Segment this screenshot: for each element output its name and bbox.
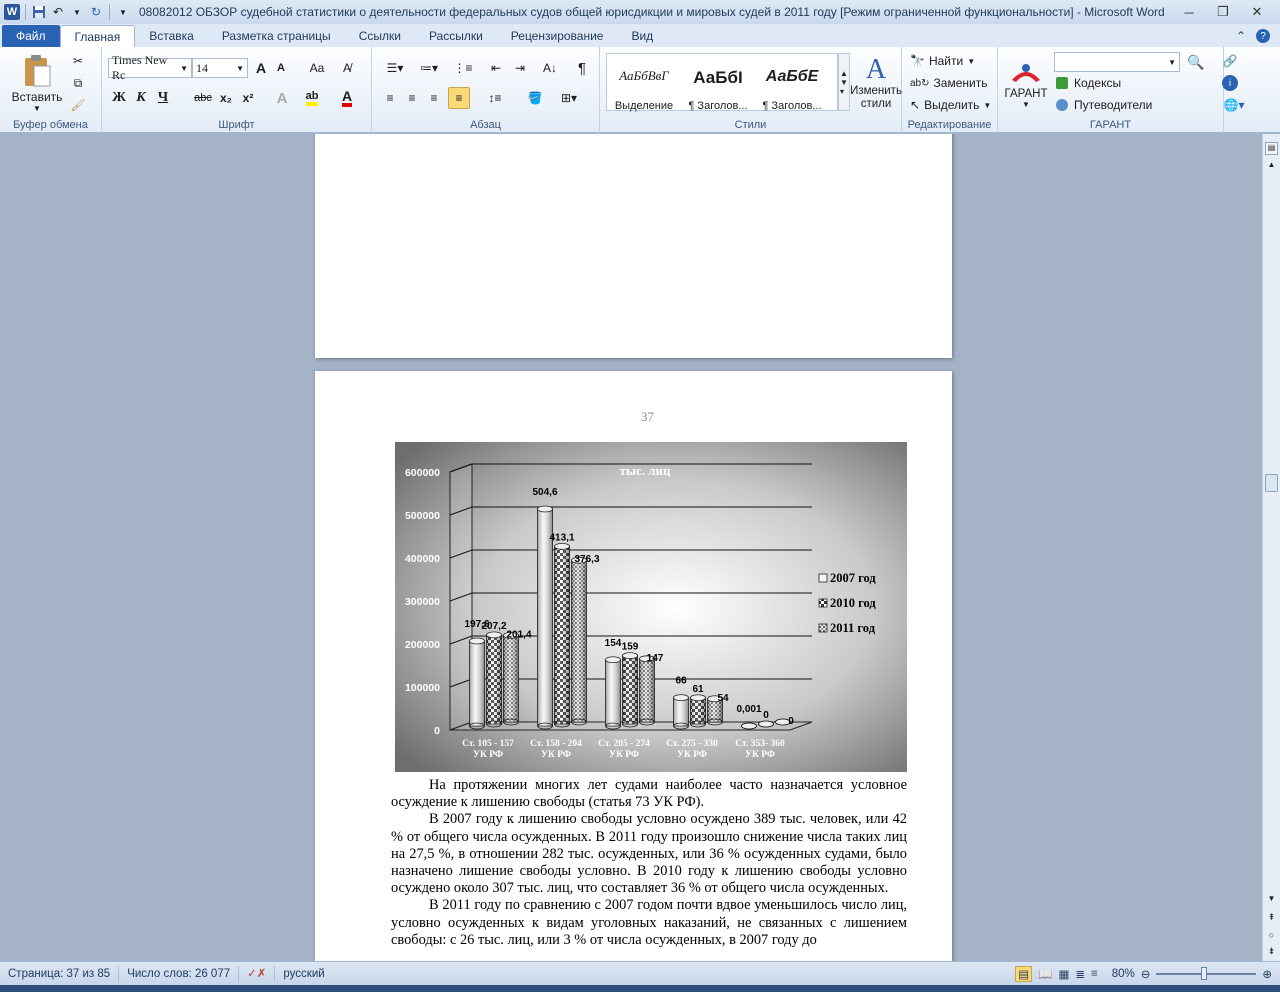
chevron-down-icon: ▼ xyxy=(1022,99,1030,109)
tab-mailings[interactable]: Рассылки xyxy=(428,29,483,43)
text-effects-icon[interactable]: A xyxy=(276,89,288,107)
change-styles-icon: A xyxy=(865,54,887,85)
y-tick-label: 300000 xyxy=(404,596,440,608)
data-label: 54 xyxy=(717,692,729,704)
line-spacing-icon[interactable]: ↕≡ xyxy=(488,91,502,105)
garant-logo-icon xyxy=(1010,60,1042,88)
strikethrough-button[interactable]: abc xyxy=(194,92,212,104)
word-app-icon[interactable]: W xyxy=(4,4,20,20)
y-tick-label: 0 xyxy=(434,725,440,737)
font-color-icon[interactable]: A xyxy=(336,89,358,107)
bold-button[interactable]: Ж xyxy=(112,90,126,105)
x-tick-label: Ст. 205 - 274 xyxy=(598,739,650,749)
find-label: Найти xyxy=(928,54,964,68)
chart-bar-shading xyxy=(623,656,638,724)
undo-icon[interactable]: ↶ xyxy=(52,5,64,19)
scroll-thumb[interactable] xyxy=(1265,474,1278,492)
show-formatting-icon[interactable]: ¶ xyxy=(577,59,587,77)
guides-icon xyxy=(1056,99,1068,111)
data-label: 207,2 xyxy=(481,620,507,632)
change-styles-button[interactable] xyxy=(850,51,902,115)
draft-icon[interactable]: ≡ xyxy=(1090,967,1098,980)
info-icon[interactable]: i xyxy=(1222,75,1238,91)
tab-references[interactable]: Ссылки xyxy=(358,29,401,43)
ruler-toggle-icon[interactable]: ▤ xyxy=(1265,142,1278,155)
outline-icon[interactable]: ≣ xyxy=(1075,968,1085,981)
chart-bar-top xyxy=(487,632,502,638)
quick-access-toolbar xyxy=(0,4,131,20)
style-name: ¶ Заголов... xyxy=(688,100,748,112)
chart-bar-shading xyxy=(674,698,689,726)
group-label: Буфер обмена xyxy=(13,119,88,131)
tab-home[interactable]: Главная xyxy=(60,25,136,47)
zoom-slider[interactable] xyxy=(1156,973,1256,975)
data-label: 376,3 xyxy=(574,554,600,566)
zoom-level[interactable]: 80% xyxy=(1111,967,1135,980)
data-label: 147 xyxy=(646,652,664,664)
os-taskbar xyxy=(0,985,1280,992)
underline-button[interactable]: Ч xyxy=(157,90,169,105)
ribbon-tabs xyxy=(0,24,1280,47)
minimize-button[interactable]: ─ xyxy=(1184,4,1194,20)
zoom-in-icon[interactable]: ⊕ xyxy=(1262,968,1272,981)
style-sample: АаБбЕ xyxy=(765,68,819,85)
chart-bar-shading xyxy=(555,546,570,724)
sort-icon[interactable]: A↓ xyxy=(542,61,557,75)
language-indicator[interactable]: русский xyxy=(283,967,325,980)
borders-icon[interactable]: ⊞▾ xyxy=(560,91,578,105)
paste-button[interactable] xyxy=(8,51,66,115)
zoom-out-icon[interactable]: ⊖ xyxy=(1140,968,1151,981)
style-name: ¶ Заголов... xyxy=(762,100,822,112)
legend-swatch xyxy=(819,599,827,607)
scroll-down-icon[interactable]: ▼ xyxy=(1267,894,1276,903)
chart-bar-top xyxy=(674,695,689,701)
highlight-icon[interactable]: ab xyxy=(300,89,324,107)
help-icon[interactable]: ? xyxy=(1256,29,1270,43)
divider xyxy=(109,4,110,20)
bullets-icon[interactable]: ☰▾ xyxy=(386,61,404,75)
chevron-down-icon: ▼ xyxy=(967,56,976,66)
group-paragraph xyxy=(372,47,600,133)
garant-button[interactable] xyxy=(1002,53,1050,115)
document-body[interactable] xyxy=(391,777,907,949)
group-editing xyxy=(902,47,998,133)
change-styles-label: Изменить стили xyxy=(850,85,902,110)
codes-label: Кодексы xyxy=(1074,76,1122,90)
x-tick-label: УК РФ xyxy=(744,750,776,760)
group-styles xyxy=(600,47,902,133)
legend-label: 2007 год xyxy=(830,571,876,585)
select-label: Выделить xyxy=(924,98,980,112)
y-tick-label: 600000 xyxy=(404,467,440,479)
chart-bar-shading xyxy=(504,635,519,722)
decrease-indent-icon[interactable]: ⇤ xyxy=(490,61,502,75)
group-garant xyxy=(998,47,1224,133)
y-tick-label: 200000 xyxy=(404,639,440,651)
browse-object-icon[interactable]: ○ xyxy=(1268,930,1275,940)
data-label: 0,001 xyxy=(736,703,762,715)
previous-page-icon[interactable]: ⇞ xyxy=(1267,912,1276,922)
tab-insert[interactable]: Вставка xyxy=(149,29,194,43)
status-bar xyxy=(0,961,1280,985)
font-size-value: 14 xyxy=(196,60,208,75)
bar-chart[interactable] xyxy=(395,442,907,772)
codes-icon xyxy=(1056,77,1068,89)
chart-bar-top xyxy=(623,653,638,659)
legend-label: 2011 год xyxy=(830,621,876,635)
align-center-icon[interactable]: ≡ xyxy=(408,91,416,105)
subscript-button[interactable]: x₂ xyxy=(219,91,232,105)
ribbon-collapse-icon[interactable]: ⌃ xyxy=(1235,29,1246,43)
chevron-down-icon: ▼ xyxy=(33,103,41,113)
chart-bar-top xyxy=(470,638,485,644)
maximize-button[interactable]: ❐ xyxy=(1217,4,1229,19)
data-label: 154 xyxy=(604,637,622,649)
x-tick-label: УК РФ xyxy=(608,750,640,760)
data-label: 0 xyxy=(763,710,769,721)
chart-bar-top xyxy=(555,543,570,549)
shrink-font-button[interactable]: A xyxy=(277,62,285,74)
align-left-icon[interactable]: ≡ xyxy=(386,91,394,105)
link-icon[interactable]: 🔗 xyxy=(1222,54,1238,68)
guides-label: Путеводители xyxy=(1074,98,1153,112)
chevron-down-icon: ▼ xyxy=(1168,57,1176,67)
paragraph: В 2007 году к лишению свободы условно осуждено 389 тыс. человек, или 42 % от общего числа осужденных. В 2011 году произошло снижение числа таких лиц на 27,5 %, в отношении 282 тыс. осужденных, или 36 % осужденных судами, было назначено лишение свободы условно. В 2010 году к лишению свободы условно осуждено около 307 тыс. лиц, что составляет 36 % от общего числа осужденных. xyxy=(391,811,907,897)
grow-font-button[interactable]: A xyxy=(255,60,267,76)
x-tick-label: Ст. 105 - 157 xyxy=(462,739,514,749)
clear-format-icon[interactable]: A̸ xyxy=(342,61,351,75)
spellcheck-icon[interactable]: ✓✗ xyxy=(239,966,275,982)
style-heading-2[interactable] xyxy=(757,60,827,116)
chevron-down-icon: ▼ xyxy=(236,63,244,73)
select-button[interactable] xyxy=(910,97,991,113)
garant-search-input[interactable] xyxy=(1054,52,1180,72)
italic-button[interactable]: К xyxy=(136,90,146,105)
replace-label: Заменить xyxy=(933,76,988,90)
chevron-down-icon: ▼ xyxy=(983,100,992,110)
word-count[interactable]: Число слов: 26 077 xyxy=(119,966,239,982)
group-label: Стили xyxy=(734,119,767,131)
x-tick-label: УК РФ xyxy=(472,750,504,760)
y-tick-label: 400000 xyxy=(404,553,440,565)
data-label: 66 xyxy=(675,675,687,687)
x-tick-label: Ст. 275 - 330 xyxy=(666,739,718,749)
web-layout-icon[interactable]: ▦ xyxy=(1058,968,1070,981)
group-label: Редактирование xyxy=(907,119,992,131)
find-button[interactable] xyxy=(910,53,975,69)
group-clipboard xyxy=(0,47,102,133)
multilevel-list-icon[interactable]: ⋮≡ xyxy=(453,61,473,75)
data-label: 61 xyxy=(692,683,704,695)
font-name-value: Times New Rc xyxy=(112,53,168,82)
group-label: Абзац xyxy=(470,119,501,131)
tab-page-layout[interactable]: Разметка страницы xyxy=(221,29,331,43)
paste-label: Вставить xyxy=(11,89,63,104)
legend-label: 2010 год xyxy=(830,596,876,610)
save-icon[interactable] xyxy=(31,4,47,20)
chart-bar-shading xyxy=(572,560,587,722)
cursor-icon: ↖ xyxy=(910,98,921,112)
style-emphasis[interactable] xyxy=(609,60,679,116)
legend-swatch xyxy=(819,574,827,582)
garant-label: ГАРАНТ xyxy=(1004,87,1048,100)
page-current[interactable] xyxy=(315,371,952,961)
chart-bar-top xyxy=(538,506,553,512)
binoculars-icon: 🔭 xyxy=(910,54,925,68)
style-sample: АаБбВвГ xyxy=(619,68,669,83)
x-tick-label: Ст. 353- 360 xyxy=(735,739,785,749)
style-name: Выделение xyxy=(614,100,674,112)
print-layout-icon[interactable]: ▤ xyxy=(1015,966,1032,982)
group-label: ГАРАНТ xyxy=(1089,119,1132,131)
chart-bar-shading xyxy=(487,635,502,724)
page-number: 37 xyxy=(641,409,654,424)
font-size-combo[interactable] xyxy=(192,58,248,78)
x-tick-label: УК РФ xyxy=(676,750,708,760)
globe-icon[interactable]: 🌐▾ xyxy=(1223,98,1245,112)
redo-icon[interactable]: ↻ xyxy=(90,5,102,19)
tab-review[interactable]: Рецензирование xyxy=(510,29,604,43)
paragraph: В 2011 году по сравнению с 2007 годом почти вдвое уменьшилось число лиц, условно осужденных к видам уголовных наказаний, не связанных с лишением свободы: с 26 тыс. лиц, или 3 % от числа осужденных, в 2007 году до xyxy=(391,897,907,948)
copy-icon[interactable]: ⧉ xyxy=(73,75,83,90)
tab-file[interactable]: Файл xyxy=(2,25,60,47)
replace-icon: ab↻ xyxy=(910,77,930,89)
chart-bar-shading xyxy=(470,641,485,726)
increase-indent-icon[interactable]: ⇥ xyxy=(514,61,526,75)
cut-icon[interactable]: ✂ xyxy=(72,54,84,68)
chart-bar-top xyxy=(606,657,621,663)
format-painter-icon[interactable]: 🖌 xyxy=(70,98,86,112)
justify-icon[interactable]: ≡ xyxy=(448,87,470,109)
group-label: Шрифт xyxy=(218,119,255,131)
zoom-slider-thumb[interactable] xyxy=(1201,967,1207,980)
close-button[interactable]: ✕ xyxy=(1251,4,1263,19)
data-label: 201,4 xyxy=(506,629,532,641)
y-tick-label: 500000 xyxy=(404,510,440,522)
group-font xyxy=(102,47,372,133)
window-title: 08082012 ОБЗОР судебной статистики о деятельности федеральных судов общей юрисдикции и мировых судей в 2011 году [Режим ограниченной функциональности] - Microsoft Word xyxy=(139,5,1165,19)
legend-swatch xyxy=(819,624,827,632)
styles-scroll[interactable]: ▲ ▼ ▾ xyxy=(838,53,850,111)
data-label: 0 xyxy=(788,716,794,727)
ribbon-home xyxy=(0,47,1280,133)
shading-icon[interactable]: 🪣 xyxy=(527,91,543,105)
document-workspace[interactable] xyxy=(0,134,1262,961)
superscript-button[interactable]: x² xyxy=(242,91,254,105)
data-label: 159 xyxy=(621,641,639,653)
full-screen-reading-icon[interactable]: 📖 xyxy=(1038,968,1053,981)
x-tick-label: УК РФ xyxy=(540,750,572,760)
page-previous[interactable] xyxy=(315,134,952,358)
chart-bar-top xyxy=(691,695,706,701)
y-tick-label: 100000 xyxy=(404,682,440,694)
guides-button[interactable] xyxy=(1056,97,1152,113)
paste-icon xyxy=(22,54,52,88)
codes-button[interactable] xyxy=(1056,75,1121,91)
next-page-icon[interactable]: ⇟ xyxy=(1267,946,1276,956)
x-tick-label: Ст. 158 - 204 xyxy=(530,739,582,749)
chart-bar-shading xyxy=(691,698,706,724)
numbering-icon[interactable]: ≔▾ xyxy=(419,61,439,75)
data-label: 504,6 xyxy=(532,487,558,499)
chart-bar-shading xyxy=(606,660,621,726)
scroll-up-icon[interactable]: ▲ xyxy=(1267,160,1276,169)
chevron-down-icon: ▼ xyxy=(180,63,188,73)
chevron-down-icon[interactable]: ▼ xyxy=(73,7,81,17)
style-heading-1[interactable] xyxy=(683,60,753,116)
divider xyxy=(25,4,26,20)
page-indicator[interactable]: Страница: 37 из 85 xyxy=(0,966,119,982)
customize-quick-access-icon[interactable]: ▼ xyxy=(119,7,127,17)
title-bar xyxy=(0,0,1280,24)
chart-title: тыс. лиц xyxy=(619,463,671,478)
search-icon[interactable]: 🔍 xyxy=(1187,53,1205,70)
vertical-scrollbar[interactable] xyxy=(1262,134,1280,961)
styles-gallery xyxy=(606,53,838,111)
data-label: 197,6 xyxy=(464,619,490,631)
data-label: 413,1 xyxy=(549,532,575,544)
chart-bar-shading xyxy=(640,659,655,722)
tab-view[interactable]: Вид xyxy=(631,29,654,43)
change-case-button[interactable]: Aa xyxy=(309,61,325,75)
font-name-combo[interactable] xyxy=(108,53,192,82)
replace-button[interactable] xyxy=(910,75,987,91)
paragraph: На протяжении многих лет судами наиболее часто назначается условное осуждение к лишению свободы (статья 73 УК РФ). xyxy=(391,777,907,811)
align-right-icon[interactable]: ≡ xyxy=(430,91,438,105)
style-sample: АаБбI xyxy=(693,68,743,87)
